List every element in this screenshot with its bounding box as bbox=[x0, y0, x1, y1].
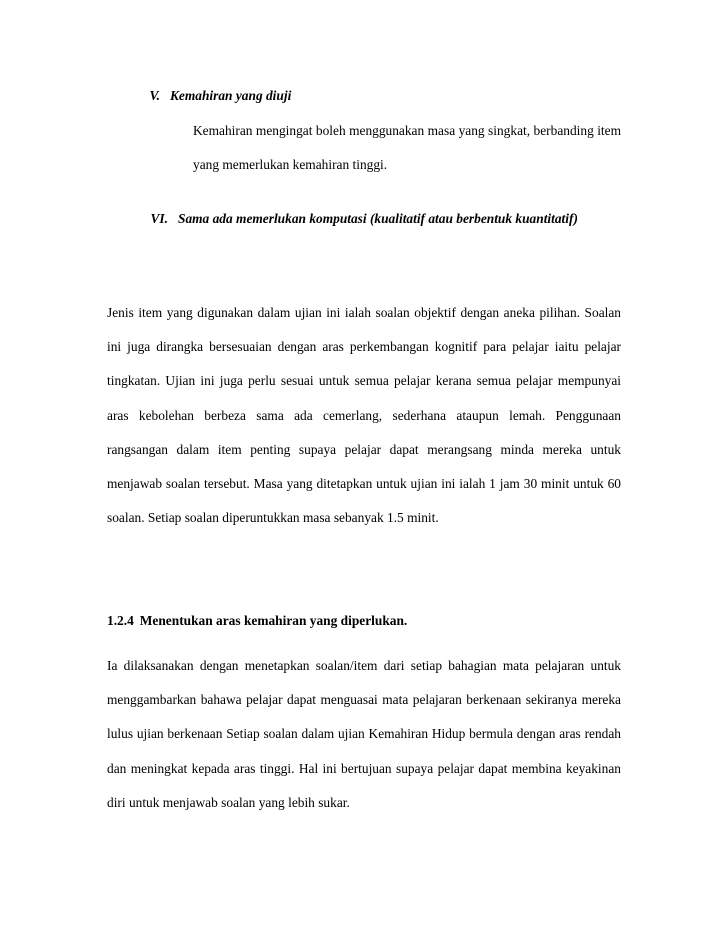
item-v-title: Kemahiran yang diuji bbox=[170, 88, 292, 103]
section-number: 1.2.4 bbox=[107, 613, 134, 628]
item-vi-heading bbox=[138, 211, 578, 227]
section-heading-1-2-4 bbox=[107, 613, 407, 629]
item-v-numeral: V. bbox=[149, 88, 160, 103]
item-v-text: Kemahiran mengingat boleh menggunakan masa yang singkat, berbanding item yang memerlukan kemahiran tinggi. bbox=[193, 123, 621, 172]
paragraph-item-types: Jenis item yang digunakan dalam ujian ini ialah soalan objektif dengan aneka pilihan. Soalan ini juga dirangka bersesuaian dengan aras perkembangan kognitif para pelajar iaitu pelajar tingkatan. Ujian ini juga perlu sesuai untuk semua pelajar kerana semua pelajar mempunyai aras kebolehan berbeza sama ada cemerlang, sederhana ataupun lemah. Penggunaan rangsangan dalam item penting supaya pelajar dapat merangsang minda mereka untuk menjawab soalan tersebut. Masa yang ditetapkan untuk ujian ini ialah 1 jam 30 minit untuk 60 soalan. Setiap soalan diperuntukkan masa sebanyak 1.5 minit. bbox=[107, 305, 621, 526]
item-v-heading bbox=[130, 88, 291, 104]
paragraph-skill-level: Ia dilaksanakan dengan menetapkan soalan/item dari setiap bahagian mata pelajaran untuk menggambarkan bahawa pelajar dapat menguasai mata pelajaran berkenaan sekiranya mereka lulus ujian berkenaan Setiap soalan dalam ujian Kemahiran Hidup bermula dengan aras rendah dan meningkat kepada aras tinggi. Hal ini bertujuan supaya pelajar dapat membina keyakinan diri untuk menjawab soalan yang lebih sukar. bbox=[107, 658, 621, 810]
item-vi-numeral: VI. bbox=[150, 211, 168, 226]
section-title: Menentukan aras kemahiran yang diperlukan. bbox=[139, 613, 408, 628]
item-vi-title: Sama ada memerlukan komputasi (kualitatif atau berbentuk kuantitatif) bbox=[178, 211, 578, 226]
